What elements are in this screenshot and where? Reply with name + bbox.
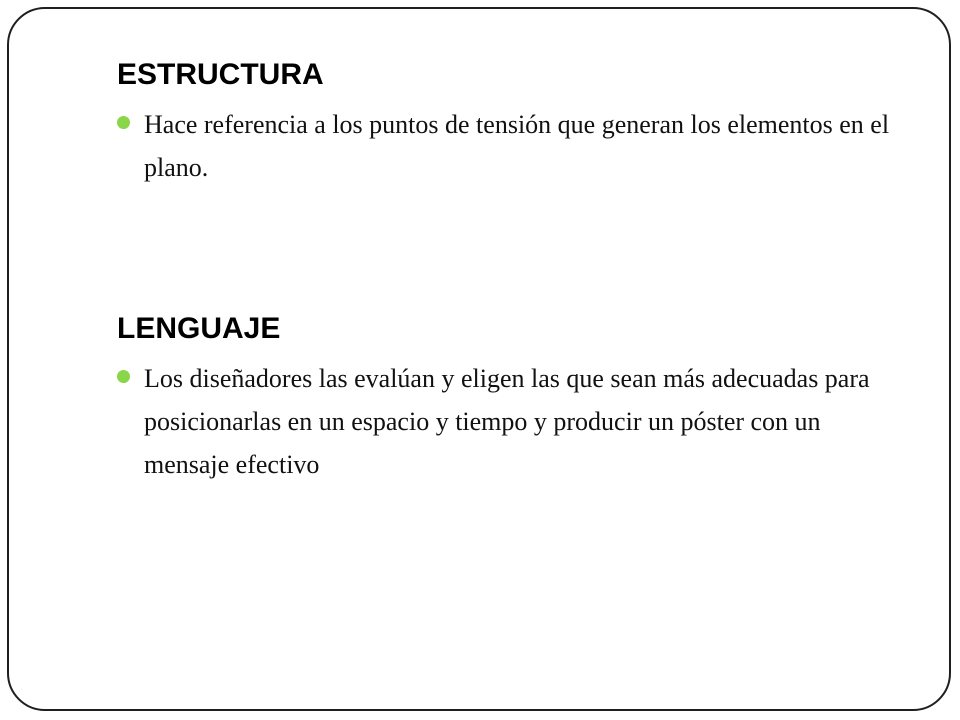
bullet-item — [117, 357, 897, 486]
bullet-text: Hace referencia a los puntos de tensión que generan los elementos en el plano. — [144, 110, 890, 182]
section-estructura — [117, 57, 897, 189]
bullet-dot-icon — [117, 116, 130, 129]
slide-frame — [7, 7, 951, 711]
bullet-text: Los diseñadores las evalúan y eligen las que sean más adecuadas para posicionarlas en un espacio y tiempo y producir un póster con un mensaje efectivo — [144, 364, 870, 479]
bullet-dot-icon — [117, 370, 130, 383]
section-heading: ESTRUCTURA — [117, 58, 324, 91]
bullet-item — [117, 103, 897, 189]
section-heading: LENGUAJE — [117, 312, 281, 345]
section-lenguaje — [117, 311, 897, 486]
